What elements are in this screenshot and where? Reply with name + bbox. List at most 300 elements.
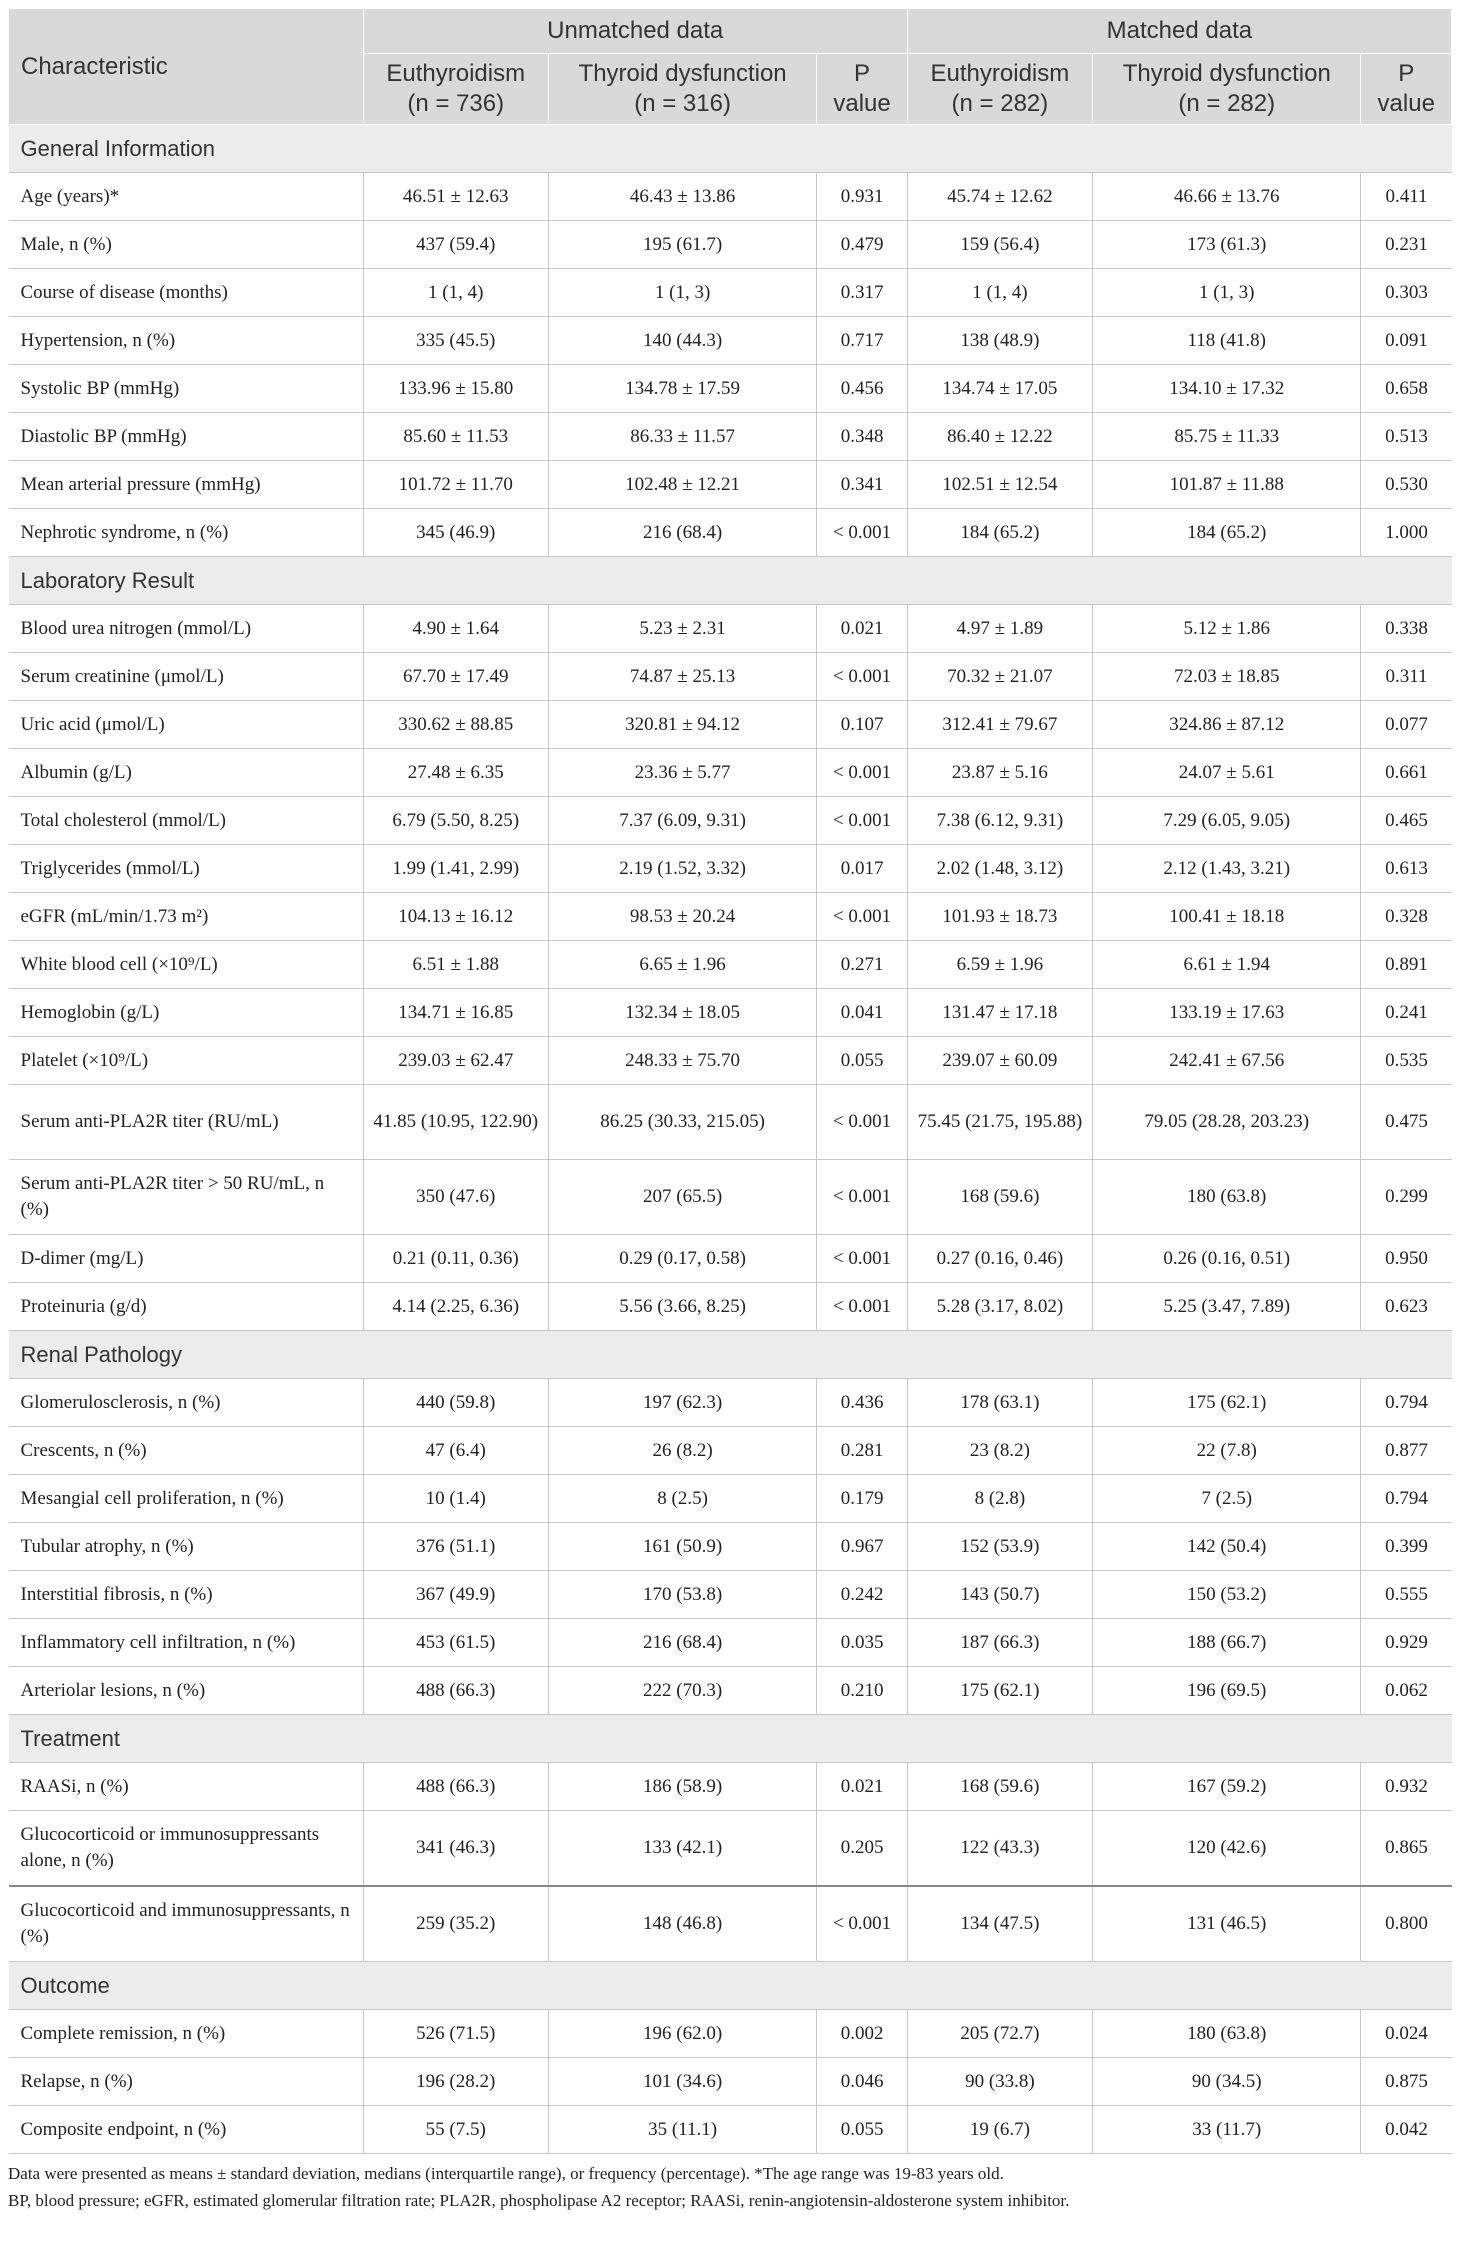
table-cell: 0.021 <box>817 605 907 653</box>
section-header <box>9 1962 1452 2010</box>
table-cell: 150 (53.2) <box>1093 1571 1361 1619</box>
table-cell: 102.51 ± 12.54 <box>907 461 1092 509</box>
table-cell: 167 (59.2) <box>1093 1763 1361 1811</box>
table-cell: 134.10 ± 17.32 <box>1093 365 1361 413</box>
table-cell: 142 (50.4) <box>1093 1523 1361 1571</box>
table-row <box>9 1235 1452 1283</box>
table-cell: 1 (1, 3) <box>548 269 816 317</box>
table-cell: 440 (59.8) <box>363 1379 548 1427</box>
row-label: White blood cell (×10⁹/L) <box>9 941 364 989</box>
table-cell: 148 (46.8) <box>548 1886 816 1962</box>
table-cell: 488 (66.3) <box>363 1667 548 1715</box>
table-cell: 133.96 ± 15.80 <box>363 365 548 413</box>
table-cell: 0.865 <box>1361 1811 1452 1887</box>
table-cell: 0.303 <box>1361 269 1452 317</box>
row-label: Course of disease (months) <box>9 269 364 317</box>
header-value: value <box>833 90 891 117</box>
table-cell: 134 (47.5) <box>907 1886 1092 1962</box>
table-cell: 6.65 ± 1.96 <box>548 941 816 989</box>
table-cell: 0.341 <box>817 461 907 509</box>
table-cell: 100.41 ± 18.18 <box>1093 893 1361 941</box>
table-cell: 312.41 ± 79.67 <box>907 701 1092 749</box>
table-cell: 0.456 <box>817 365 907 413</box>
table-cell: 101.93 ± 18.73 <box>907 893 1092 941</box>
header-unmatched-thyroid-dysfunction <box>548 54 816 125</box>
row-label: Relapse, n (%) <box>9 2058 364 2106</box>
table-cell: < 0.001 <box>817 1283 907 1331</box>
table-row <box>9 1085 1452 1160</box>
table-cell: 0.950 <box>1361 1235 1452 1283</box>
table-cell: < 0.001 <box>817 1160 907 1235</box>
header-n: (n = 316) <box>634 90 731 117</box>
table-cell: 216 (68.4) <box>548 1619 816 1667</box>
table-row <box>9 893 1452 941</box>
table-cell: 0.055 <box>817 1037 907 1085</box>
row-label: Composite endpoint, n (%) <box>9 2106 364 2154</box>
table-cell: 7.29 (6.05, 9.05) <box>1093 797 1361 845</box>
table-cell: 180 (63.8) <box>1093 1160 1361 1235</box>
table-cell: 4.14 (2.25, 6.36) <box>363 1283 548 1331</box>
table-cell: 26 (8.2) <box>548 1427 816 1475</box>
table-cell: 23 (8.2) <box>907 1427 1092 1475</box>
table-row <box>9 365 1452 413</box>
table-cell: 7.38 (6.12, 9.31) <box>907 797 1092 845</box>
table-row <box>9 1523 1452 1571</box>
table-cell: 70.32 ± 21.07 <box>907 653 1092 701</box>
table-cell: 102.48 ± 12.21 <box>548 461 816 509</box>
table-cell: 0.077 <box>1361 701 1452 749</box>
table-container <box>8 8 1452 2214</box>
table-cell: 46.43 ± 13.86 <box>548 173 816 221</box>
table-cell: 437 (59.4) <box>363 221 548 269</box>
table-cell: 75.45 (21.75, 195.88) <box>907 1085 1092 1160</box>
table-cell: 74.87 ± 25.13 <box>548 653 816 701</box>
table-cell: 0.794 <box>1361 1379 1452 1427</box>
row-label: Uric acid (μmol/L) <box>9 701 364 749</box>
table-cell: 0.613 <box>1361 845 1452 893</box>
table-cell: 0.311 <box>1361 653 1452 701</box>
table-cell: 239.07 ± 60.09 <box>907 1037 1092 1085</box>
table-row <box>9 2010 1452 2058</box>
table-cell: 180 (63.8) <box>1093 2010 1361 2058</box>
table-cell: 175 (62.1) <box>1093 1379 1361 1427</box>
table-cell: 0.002 <box>817 2010 907 2058</box>
table-cell: 10 (1.4) <box>363 1475 548 1523</box>
table-cell: 1 (1, 4) <box>907 269 1092 317</box>
row-label: Nephrotic syndrome, n (%) <box>9 509 364 557</box>
table-cell: 453 (61.5) <box>363 1619 548 1667</box>
table-cell: 85.75 ± 11.33 <box>1093 413 1361 461</box>
table-cell: 46.51 ± 12.63 <box>363 173 548 221</box>
row-label: Tubular atrophy, n (%) <box>9 1523 364 1571</box>
header-matched-p-value <box>1361 54 1452 125</box>
table-cell: 0.465 <box>1361 797 1452 845</box>
table-row <box>9 317 1452 365</box>
row-label: Serum creatinine (μmol/L) <box>9 653 364 701</box>
row-label: Triglycerides (mmol/L) <box>9 845 364 893</box>
table-cell: 259 (35.2) <box>363 1886 548 1962</box>
row-label: Platelet (×10⁹/L) <box>9 1037 364 1085</box>
footnote-data-presentation: Data were presented as means ± standard deviation, medians (interquartile range), or frequency (percentage). *The age range was 19-83 years old. <box>8 2164 1004 2183</box>
table-cell: 239.03 ± 62.47 <box>363 1037 548 1085</box>
table-cell: 0.436 <box>817 1379 907 1427</box>
row-label: Blood urea nitrogen (mmol/L) <box>9 605 364 653</box>
table-cell: 0.535 <box>1361 1037 1452 1085</box>
table-row <box>9 1475 1452 1523</box>
table-cell: 23.36 ± 5.77 <box>548 749 816 797</box>
section-title: Treatment <box>9 1715 1452 1763</box>
table-cell: 0.555 <box>1361 1571 1452 1619</box>
table-cell: 131.47 ± 17.18 <box>907 989 1092 1037</box>
table-cell: 19 (6.7) <box>907 2106 1092 2154</box>
table-cell: 196 (62.0) <box>548 2010 816 2058</box>
table-cell: 242.41 ± 67.56 <box>1093 1037 1361 1085</box>
section-title: General Information <box>9 125 1452 173</box>
header-n: (n = 282) <box>951 90 1049 117</box>
table-cell: 0.210 <box>817 1667 907 1715</box>
header-value: value <box>1377 90 1435 117</box>
table-cell: 0.929 <box>1361 1619 1452 1667</box>
table-cell: 0.241 <box>1361 989 1452 1037</box>
table-cell: 0.29 (0.17, 0.58) <box>548 1235 816 1283</box>
row-label: Diastolic BP (mmHg) <box>9 413 364 461</box>
table-cell: 184 (65.2) <box>907 509 1092 557</box>
header-characteristic: Characteristic <box>9 9 364 125</box>
table-cell: 159 (56.4) <box>907 221 1092 269</box>
table-cell: 335 (45.5) <box>363 317 548 365</box>
table-row <box>9 1571 1452 1619</box>
table-row <box>9 1037 1452 1085</box>
table-cell: 1 (1, 3) <box>1093 269 1361 317</box>
row-label: Complete remission, n (%) <box>9 2010 364 2058</box>
table-cell: 0.231 <box>1361 221 1452 269</box>
header-matched-thyroid-dysfunction <box>1093 54 1361 125</box>
row-label: Inflammatory cell infiltration, n (%) <box>9 1619 364 1667</box>
table-body <box>9 125 1452 2154</box>
row-label: Proteinuria (g/d) <box>9 1283 364 1331</box>
table-row <box>9 173 1452 221</box>
table-cell: 345 (46.9) <box>363 509 548 557</box>
section-header <box>9 1715 1452 1763</box>
table-cell: 350 (47.6) <box>363 1160 548 1235</box>
table-cell: 187 (66.3) <box>907 1619 1092 1667</box>
table-cell: 0.932 <box>1361 1763 1452 1811</box>
table-cell: 133 (42.1) <box>548 1811 816 1887</box>
row-label: Crescents, n (%) <box>9 1427 364 1475</box>
section-header <box>9 557 1452 605</box>
table-row <box>9 269 1452 317</box>
table-cell: 122 (43.3) <box>907 1811 1092 1887</box>
table-cell: 24.07 ± 5.61 <box>1093 749 1361 797</box>
table-row <box>9 653 1452 701</box>
table-cell: 197 (62.3) <box>548 1379 816 1427</box>
table-cell: 0.475 <box>1361 1085 1452 1160</box>
table-cell: 0.299 <box>1361 1160 1452 1235</box>
table-cell: 526 (71.5) <box>363 2010 548 2058</box>
table-cell: 0.024 <box>1361 2010 1452 2058</box>
table-cell: 138 (48.9) <box>907 317 1092 365</box>
table-cell: 6.51 ± 1.88 <box>363 941 548 989</box>
table-cell: 7 (2.5) <box>1093 1475 1361 1523</box>
table-row <box>9 413 1452 461</box>
table-cell: 67.70 ± 17.49 <box>363 653 548 701</box>
table-cell: 324.86 ± 87.12 <box>1093 701 1361 749</box>
table-cell: 2.12 (1.43, 3.21) <box>1093 845 1361 893</box>
table-cell: 0.348 <box>817 413 907 461</box>
table-cell: 133.19 ± 17.63 <box>1093 989 1361 1037</box>
header-matched: Matched data <box>907 9 1451 54</box>
table-row <box>9 1379 1452 1427</box>
section-title: Renal Pathology <box>9 1331 1452 1379</box>
table-cell: 55 (7.5) <box>363 2106 548 2154</box>
row-label: Mean arterial pressure (mmHg) <box>9 461 364 509</box>
table-row <box>9 1619 1452 1667</box>
table-cell: < 0.001 <box>817 797 907 845</box>
section-header <box>9 125 1452 173</box>
table-cell: 0.242 <box>817 1571 907 1619</box>
table-row <box>9 1811 1452 1887</box>
row-label: Age (years)* <box>9 173 364 221</box>
table-cell: 376 (51.1) <box>363 1523 548 1571</box>
table-cell: 0.800 <box>1361 1886 1452 1962</box>
section-title: Outcome <box>9 1962 1452 2010</box>
table-cell: 0.399 <box>1361 1523 1452 1571</box>
row-label: Interstitial fibrosis, n (%) <box>9 1571 364 1619</box>
header-matched-euthyroidism <box>907 54 1092 125</box>
table-cell: < 0.001 <box>817 509 907 557</box>
table-cell: 8 (2.8) <box>907 1475 1092 1523</box>
header-n: (n = 736) <box>407 90 505 117</box>
table-cell: 4.97 ± 1.89 <box>907 605 1092 653</box>
table-cell: 6.79 (5.50, 8.25) <box>363 797 548 845</box>
table-cell: 0.411 <box>1361 173 1452 221</box>
table-row <box>9 461 1452 509</box>
table-cell: 132.34 ± 18.05 <box>548 989 816 1037</box>
table-cell: 4.90 ± 1.64 <box>363 605 548 653</box>
table-cell: 101.87 ± 11.88 <box>1093 461 1361 509</box>
table-cell: 0.107 <box>817 701 907 749</box>
table-cell: 0.328 <box>1361 893 1452 941</box>
table-cell: 5.56 (3.66, 8.25) <box>548 1283 816 1331</box>
table-cell: 0.035 <box>817 1619 907 1667</box>
header-unmatched-euthyroidism <box>363 54 548 125</box>
table-cell: 161 (50.9) <box>548 1523 816 1571</box>
table-cell: 118 (41.8) <box>1093 317 1361 365</box>
row-label: Glomerulosclerosis, n (%) <box>9 1379 364 1427</box>
table-cell: 0.041 <box>817 989 907 1037</box>
table-cell: 86.40 ± 12.22 <box>907 413 1092 461</box>
table-row <box>9 1886 1452 1962</box>
table-cell: 0.271 <box>817 941 907 989</box>
table-cell: 196 (28.2) <box>363 2058 548 2106</box>
table-cell: 320.81 ± 94.12 <box>548 701 816 749</box>
table-row <box>9 941 1452 989</box>
table-row <box>9 701 1452 749</box>
table-cell: 1.000 <box>1361 509 1452 557</box>
header-unmatched: Unmatched data <box>363 9 907 54</box>
table-row <box>9 221 1452 269</box>
table-cell: 86.33 ± 11.57 <box>548 413 816 461</box>
table-cell: 222 (70.3) <box>548 1667 816 1715</box>
table-cell: 23.87 ± 5.16 <box>907 749 1092 797</box>
table-cell: 5.25 (3.47, 7.89) <box>1093 1283 1361 1331</box>
table-cell: 168 (59.6) <box>907 1160 1092 1235</box>
table-cell: 7.37 (6.09, 9.31) <box>548 797 816 845</box>
header-n: (n = 282) <box>1178 90 1276 117</box>
table-cell: 6.61 ± 1.94 <box>1093 941 1361 989</box>
table-cell: 341 (46.3) <box>363 1811 548 1887</box>
header-label: Euthyroidism <box>930 60 1070 87</box>
table-cell: 152 (53.9) <box>907 1523 1092 1571</box>
header-p: P <box>854 60 871 87</box>
table-cell: 35 (11.1) <box>548 2106 816 2154</box>
table-cell: 33 (11.7) <box>1093 2106 1361 2154</box>
table-cell: 143 (50.7) <box>907 1571 1092 1619</box>
table-cell: 131 (46.5) <box>1093 1886 1361 1962</box>
table-cell: 330.62 ± 88.85 <box>363 701 548 749</box>
header-unmatched-p-value <box>817 54 907 125</box>
table-cell: 0.338 <box>1361 605 1452 653</box>
table-cell: 72.03 ± 18.85 <box>1093 653 1361 701</box>
table-cell: 0.877 <box>1361 1427 1452 1475</box>
table-cell: 45.74 ± 12.62 <box>907 173 1092 221</box>
table-cell: 0.205 <box>817 1811 907 1887</box>
table-cell: 46.66 ± 13.76 <box>1093 173 1361 221</box>
table-cell: < 0.001 <box>817 653 907 701</box>
table-cell: 0.281 <box>817 1427 907 1475</box>
table-cell: 186 (58.9) <box>548 1763 816 1811</box>
row-label: Glucocorticoid or immunosuppressants alone, n (%) <box>9 1811 364 1887</box>
row-label: eGFR (mL/min/1.73 m²) <box>9 893 364 941</box>
table-cell: < 0.001 <box>817 1886 907 1962</box>
table-cell: 79.05 (28.28, 203.23) <box>1093 1085 1361 1160</box>
row-label: Mesangial cell proliferation, n (%) <box>9 1475 364 1523</box>
table-cell: 1.99 (1.41, 2.99) <box>363 845 548 893</box>
table-cell: 5.12 ± 1.86 <box>1093 605 1361 653</box>
table-cell: < 0.001 <box>817 749 907 797</box>
table-cell: 178 (63.1) <box>907 1379 1092 1427</box>
table-cell: 5.23 ± 2.31 <box>548 605 816 653</box>
table-cell: 41.85 (10.95, 122.90) <box>363 1085 548 1160</box>
row-label: Systolic BP (mmHg) <box>9 365 364 413</box>
table-cell: 207 (65.5) <box>548 1160 816 1235</box>
table-cell: 0.26 (0.16, 0.51) <box>1093 1235 1361 1283</box>
row-label: Arteriolar lesions, n (%) <box>9 1667 364 1715</box>
table-row <box>9 1427 1452 1475</box>
table-cell: 6.59 ± 1.96 <box>907 941 1092 989</box>
table-cell: 0.055 <box>817 2106 907 2154</box>
table-cell: 0.875 <box>1361 2058 1452 2106</box>
table-cell: 0.021 <box>817 1763 907 1811</box>
table-cell: < 0.001 <box>817 893 907 941</box>
table-cell: 0.27 (0.16, 0.46) <box>907 1235 1092 1283</box>
header-label: Thyroid dysfunction <box>578 60 787 87</box>
table-footnotes <box>8 2160 1452 2214</box>
table-header <box>9 9 1452 125</box>
table-row <box>9 845 1452 893</box>
table-cell: 0.661 <box>1361 749 1452 797</box>
table-row <box>9 1160 1452 1235</box>
row-label: Serum anti-PLA2R titer > 50 RU/mL, n (%) <box>9 1160 364 1235</box>
table-cell: 47 (6.4) <box>363 1427 548 1475</box>
table-cell: 0.317 <box>817 269 907 317</box>
table-cell: 0.967 <box>817 1523 907 1571</box>
row-label: Serum anti-PLA2R titer (RU/mL) <box>9 1085 364 1160</box>
table-cell: 0.623 <box>1361 1283 1452 1331</box>
table-cell: 0.479 <box>817 221 907 269</box>
header-label: Thyroid dysfunction <box>1122 60 1331 87</box>
table-cell: 134.74 ± 17.05 <box>907 365 1092 413</box>
table-cell: 86.25 (30.33, 215.05) <box>548 1085 816 1160</box>
table-cell: 0.931 <box>817 173 907 221</box>
table-cell: 2.19 (1.52, 3.32) <box>548 845 816 893</box>
table-row <box>9 2106 1452 2154</box>
table-cell: 0.658 <box>1361 365 1452 413</box>
table-cell: < 0.001 <box>817 1235 907 1283</box>
table-row <box>9 605 1452 653</box>
table-cell: 134.78 ± 17.59 <box>548 365 816 413</box>
table-cell: 175 (62.1) <box>907 1667 1092 1715</box>
table-row <box>9 1283 1452 1331</box>
table-cell: 8 (2.5) <box>548 1475 816 1523</box>
table-cell: 98.53 ± 20.24 <box>548 893 816 941</box>
row-label: Hemoglobin (g/L) <box>9 989 364 1037</box>
header-label: Euthyroidism <box>386 60 526 87</box>
table-row <box>9 797 1452 845</box>
table-cell: 0.513 <box>1361 413 1452 461</box>
table-cell: 0.794 <box>1361 1475 1452 1523</box>
table-cell: 367 (49.9) <box>363 1571 548 1619</box>
row-label: RAASi, n (%) <box>9 1763 364 1811</box>
row-label: Male, n (%) <box>9 221 364 269</box>
table-cell: 188 (66.7) <box>1093 1619 1361 1667</box>
table-cell: 27.48 ± 6.35 <box>363 749 548 797</box>
table-cell: 120 (42.6) <box>1093 1811 1361 1887</box>
table-cell: 0.046 <box>817 2058 907 2106</box>
row-label: Total cholesterol (mmol/L) <box>9 797 364 845</box>
table-cell: 0.091 <box>1361 317 1452 365</box>
table-cell: 170 (53.8) <box>548 1571 816 1619</box>
table-cell: 0.062 <box>1361 1667 1452 1715</box>
table-cell: 0.179 <box>817 1475 907 1523</box>
table-row <box>9 2058 1452 2106</box>
footnote-abbreviations: BP, blood pressure; eGFR, estimated glomerular filtration rate; PLA2R, phospholipase A2 receptor; RAASi, renin-angiotensin-aldosterone system inhibitor. <box>8 2191 1070 2210</box>
table-cell: 104.13 ± 16.12 <box>363 893 548 941</box>
table-cell: 140 (44.3) <box>548 317 816 365</box>
table-cell: 5.28 (3.17, 8.02) <box>907 1283 1092 1331</box>
table-cell: 134.71 ± 16.85 <box>363 989 548 1037</box>
table-cell: 0.042 <box>1361 2106 1452 2154</box>
table-row <box>9 1763 1452 1811</box>
table-cell: 1 (1, 4) <box>363 269 548 317</box>
table-cell: 101.72 ± 11.70 <box>363 461 548 509</box>
table-cell: 216 (68.4) <box>548 509 816 557</box>
table-cell: 0.21 (0.11, 0.36) <box>363 1235 548 1283</box>
characteristics-table <box>8 8 1452 2154</box>
table-cell: 90 (34.5) <box>1093 2058 1361 2106</box>
section-title: Laboratory Result <box>9 557 1452 605</box>
table-cell: 22 (7.8) <box>1093 1427 1361 1475</box>
table-cell: 90 (33.8) <box>907 2058 1092 2106</box>
table-cell: < 0.001 <box>817 1085 907 1160</box>
table-cell: 205 (72.7) <box>907 2010 1092 2058</box>
row-label: D-dimer (mg/L) <box>9 1235 364 1283</box>
table-row <box>9 989 1452 1037</box>
section-header <box>9 1331 1452 1379</box>
table-cell: 196 (69.5) <box>1093 1667 1361 1715</box>
table-cell: 0.017 <box>817 845 907 893</box>
table-row <box>9 509 1452 557</box>
